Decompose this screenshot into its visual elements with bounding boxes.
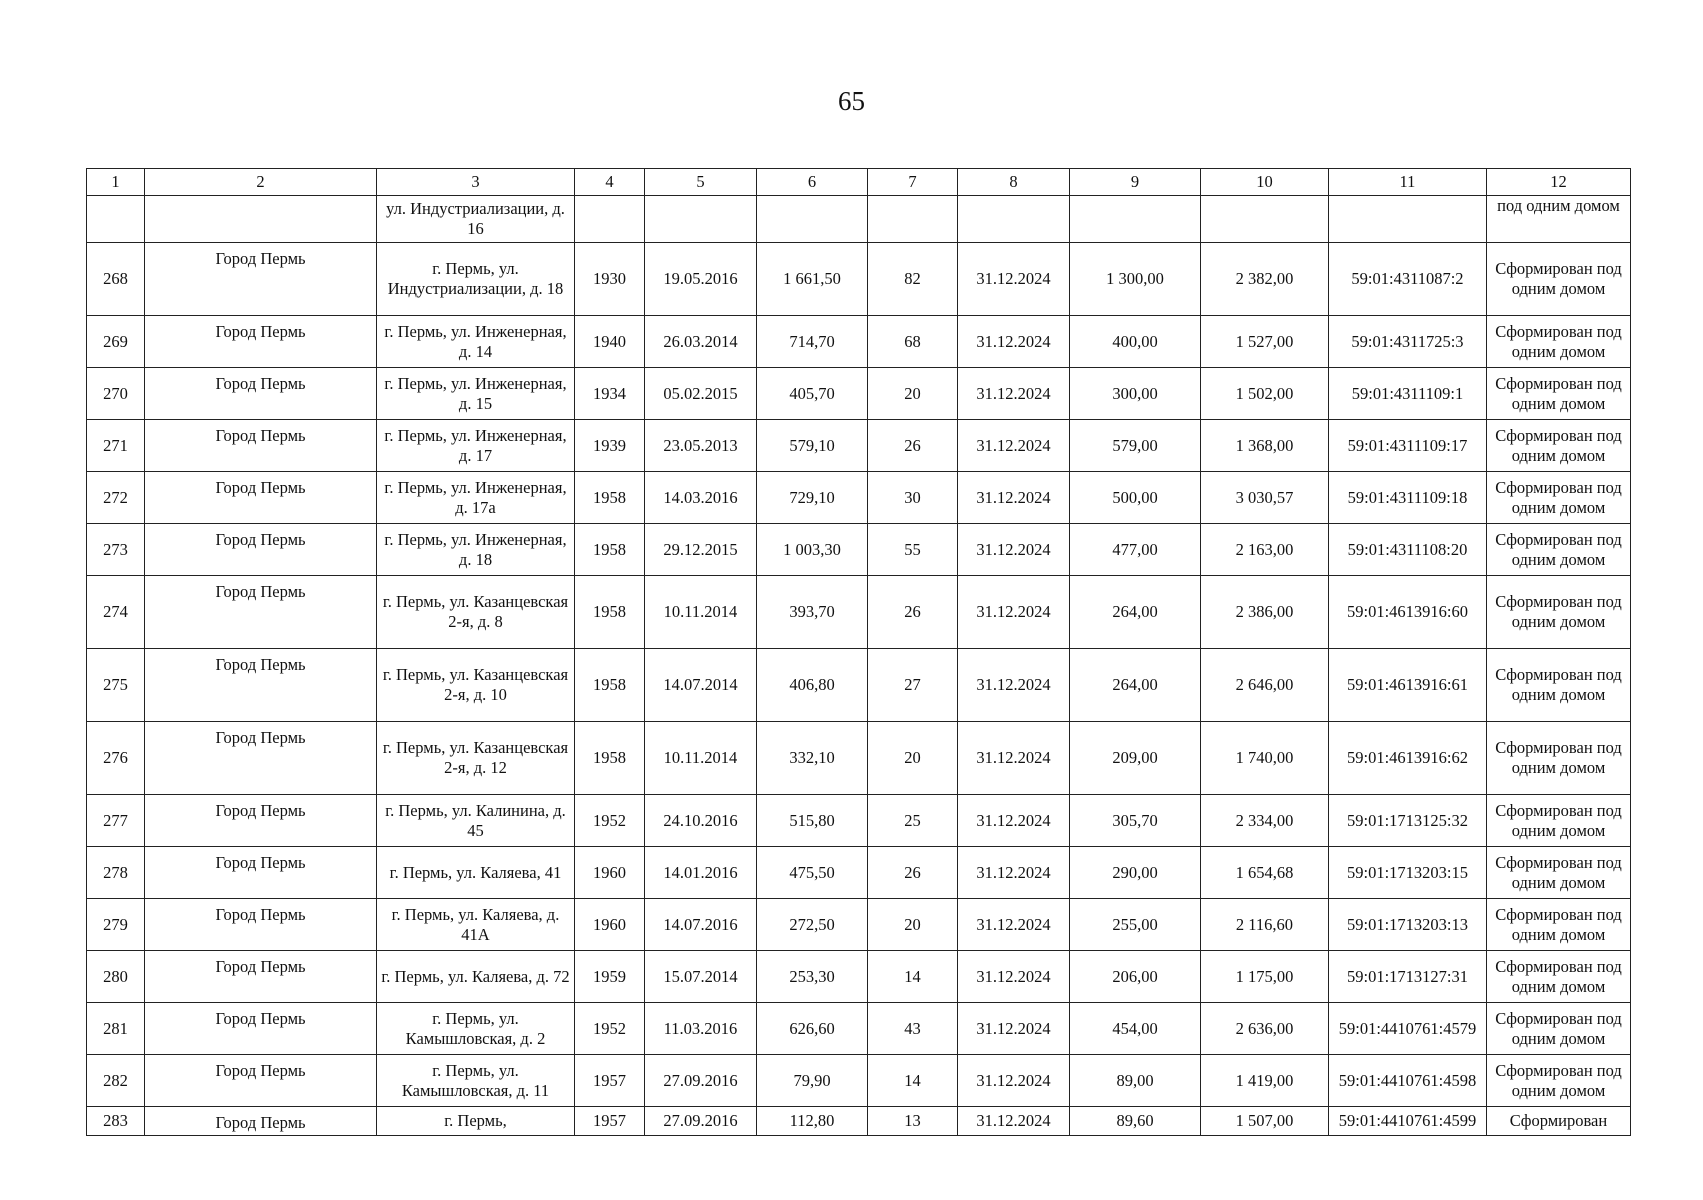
residents-cell: 68 (868, 316, 958, 368)
cadastral-number-cell: 59:01:4410761:4598 (1329, 1055, 1487, 1107)
plot-total-cell: 3 030,57 (1201, 472, 1329, 524)
cadastral-number-cell: 59:01:4311725:3 (1329, 316, 1487, 368)
row-number-cell: 283 (87, 1107, 145, 1136)
municipality-cell: Город Пермь (145, 1055, 377, 1107)
row-number-cell: 272 (87, 472, 145, 524)
table-row (87, 316, 1631, 368)
plot-area-cell: 300,00 (1070, 368, 1201, 420)
status-cell: Сформирован под одним домом (1487, 576, 1631, 649)
deadline-cell: 31.12.2024 (958, 951, 1070, 1003)
plot-total-cell: 2 334,00 (1201, 795, 1329, 847)
plot-area-cell: 305,70 (1070, 795, 1201, 847)
empty-cell (1070, 196, 1201, 243)
status-cell: Сформирован под одним домом (1487, 472, 1631, 524)
year-cell: 1939 (575, 420, 645, 472)
area-cell: 112,80 (757, 1107, 868, 1136)
municipality-cell: Город Пермь (145, 1107, 377, 1136)
municipality-cell: Город Пермь (145, 795, 377, 847)
table-row (87, 1107, 1631, 1136)
residents-cell: 55 (868, 524, 958, 576)
date-cell: 05.02.2015 (645, 368, 757, 420)
status-cell: Сформирован под одним домом (1487, 649, 1631, 722)
table-row (87, 951, 1631, 1003)
cadastral-number-cell: 59:01:4311108:20 (1329, 524, 1487, 576)
row-number-cell: 274 (87, 576, 145, 649)
status-cell: Сформирован под одним домом (1487, 524, 1631, 576)
status-cell: Сформирован под одним домом (1487, 368, 1631, 420)
empty-cell (1201, 196, 1329, 243)
cadastral-number-cell: 59:01:4613916:61 (1329, 649, 1487, 722)
address-cell: г. Пермь, ул. Калинина, д. 45 (377, 795, 575, 847)
cadastral-number-cell: 59:01:4613916:60 (1329, 576, 1487, 649)
plot-total-cell: 2 116,60 (1201, 899, 1329, 951)
column-number-row (87, 169, 1631, 196)
plot-total-cell: 2 163,00 (1201, 524, 1329, 576)
plot-total-cell: 1 175,00 (1201, 951, 1329, 1003)
cadastral-number-cell: 59:01:4311087:2 (1329, 243, 1487, 316)
plot-area-cell: 500,00 (1070, 472, 1201, 524)
plot-total-cell: 1 419,00 (1201, 1055, 1329, 1107)
column-number: 5 (645, 169, 757, 196)
status-cell: Сформирован под одним домом (1487, 1003, 1631, 1055)
plot-total-cell: 1 502,00 (1201, 368, 1329, 420)
area-cell: 1 661,50 (757, 243, 868, 316)
row-number-cell: 270 (87, 368, 145, 420)
table-row (87, 847, 1631, 899)
table-row (87, 243, 1631, 316)
deadline-cell: 31.12.2024 (958, 795, 1070, 847)
table-row (87, 1055, 1631, 1107)
column-number: 2 (145, 169, 377, 196)
row-number-cell: 278 (87, 847, 145, 899)
municipality-cell: Город Пермь (145, 576, 377, 649)
row-number-cell: 277 (87, 795, 145, 847)
row-number-cell: 268 (87, 243, 145, 316)
cadastral-number-cell: 59:01:4311109:18 (1329, 472, 1487, 524)
date-cell: 24.10.2016 (645, 795, 757, 847)
municipality-cell: Город Пермь (145, 951, 377, 1003)
column-number: 7 (868, 169, 958, 196)
status-cell: Сформирован под одним домом (1487, 951, 1631, 1003)
deadline-cell: 31.12.2024 (958, 1107, 1070, 1136)
area-cell: 515,80 (757, 795, 868, 847)
continued-row (87, 196, 1631, 243)
deadline-cell: 31.12.2024 (958, 649, 1070, 722)
municipality-cell: Город Пермь (145, 472, 377, 524)
residents-cell: 14 (868, 1055, 958, 1107)
row-number-cell: 271 (87, 420, 145, 472)
address-cell: г. Пермь, ул. Инженерная, д. 17 (377, 420, 575, 472)
area-cell: 475,50 (757, 847, 868, 899)
area-cell: 729,10 (757, 472, 868, 524)
deadline-cell: 31.12.2024 (958, 243, 1070, 316)
deadline-cell: 31.12.2024 (958, 1003, 1070, 1055)
row-number-cell: 280 (87, 951, 145, 1003)
row-number-cell: 269 (87, 316, 145, 368)
year-cell: 1957 (575, 1055, 645, 1107)
year-cell: 1958 (575, 649, 645, 722)
table-row (87, 722, 1631, 795)
row-number-cell: 282 (87, 1055, 145, 1107)
cadastral-number-cell: 59:01:4410761:4579 (1329, 1003, 1487, 1055)
status-cell: Сформирован под одним домом (1487, 722, 1631, 795)
date-cell: 10.11.2014 (645, 722, 757, 795)
residents-cell: 27 (868, 649, 958, 722)
page-number: 65 (838, 86, 865, 116)
address-cell: г. Пермь, ул. Казанцевская 2-я, д. 10 (377, 649, 575, 722)
date-cell: 19.05.2016 (645, 243, 757, 316)
cadastral-number-cell: 59:01:4311109:1 (1329, 368, 1487, 420)
cadastral-number-cell: 59:01:4311109:17 (1329, 420, 1487, 472)
address-cell: г. Пермь, ул. Казанцевская 2-я, д. 12 (377, 722, 575, 795)
municipality-cell: Город Пермь (145, 420, 377, 472)
table-row (87, 1003, 1631, 1055)
address-cell: г. Пермь, ул. Казанцевская 2-я, д. 8 (377, 576, 575, 649)
empty-cell (87, 196, 145, 243)
cadastral-number-cell: 59:01:4410761:4599 (1329, 1107, 1487, 1136)
deadline-cell: 31.12.2024 (958, 847, 1070, 899)
status-cell: Сформирован под одним домом (1487, 243, 1631, 316)
year-cell: 1957 (575, 1107, 645, 1136)
deadline-cell: 31.12.2024 (958, 316, 1070, 368)
cadastral-number-cell: 59:01:1713127:31 (1329, 951, 1487, 1003)
area-cell: 79,90 (757, 1055, 868, 1107)
plot-total-cell: 2 386,00 (1201, 576, 1329, 649)
address-cell: г. Пермь, ул. Каляева, д. 41А (377, 899, 575, 951)
plot-area-cell: 400,00 (1070, 316, 1201, 368)
residents-cell: 20 (868, 722, 958, 795)
empty-cell (645, 196, 757, 243)
municipality-cell: Город Пермь (145, 1003, 377, 1055)
residents-cell: 13 (868, 1107, 958, 1136)
area-cell: 579,10 (757, 420, 868, 472)
column-number: 8 (958, 169, 1070, 196)
year-cell: 1958 (575, 576, 645, 649)
area-cell: 714,70 (757, 316, 868, 368)
table-row (87, 472, 1631, 524)
empty-cell (868, 196, 958, 243)
plot-total-cell: 1 740,00 (1201, 722, 1329, 795)
address-cell: г. Пермь, ул. Камышловская, д. 11 (377, 1055, 575, 1107)
residents-cell: 26 (868, 420, 958, 472)
residents-cell: 14 (868, 951, 958, 1003)
municipality-cell: Город Пермь (145, 899, 377, 951)
empty-cell (575, 196, 645, 243)
column-number: 10 (1201, 169, 1329, 196)
row-number-cell: 276 (87, 722, 145, 795)
municipality-cell: Город Пермь (145, 316, 377, 368)
address-cell: г. Пермь, ул. Каляева, 41 (377, 847, 575, 899)
residents-cell: 20 (868, 368, 958, 420)
address-cell: г. Пермь, ул. Инженерная, д. 18 (377, 524, 575, 576)
plot-area-cell: 477,00 (1070, 524, 1201, 576)
date-cell: 10.11.2014 (645, 576, 757, 649)
date-cell: 14.01.2016 (645, 847, 757, 899)
area-cell: 405,70 (757, 368, 868, 420)
status-cell: Сформирован под одним домом (1487, 420, 1631, 472)
deadline-cell: 31.12.2024 (958, 1055, 1070, 1107)
date-cell: 15.07.2014 (645, 951, 757, 1003)
area-cell: 406,80 (757, 649, 868, 722)
area-cell: 626,60 (757, 1003, 868, 1055)
empty-cell (145, 196, 377, 243)
plot-area-cell: 255,00 (1070, 899, 1201, 951)
address-cell: г. Пермь, ул. Инженерная, д. 15 (377, 368, 575, 420)
date-cell: 23.05.2013 (645, 420, 757, 472)
empty-cell (1329, 196, 1487, 243)
empty-cell (958, 196, 1070, 243)
address-cell: г. Пермь, ул. Индустриализации, д. 18 (377, 243, 575, 316)
plot-total-cell: 1 507,00 (1201, 1107, 1329, 1136)
year-cell: 1958 (575, 472, 645, 524)
area-cell: 272,50 (757, 899, 868, 951)
table-row (87, 420, 1631, 472)
address-cell: ул. Индустриализации, д. 16 (377, 196, 575, 243)
plot-area-cell: 206,00 (1070, 951, 1201, 1003)
status-cell: Сформирован под одним домом (1487, 316, 1631, 368)
deadline-cell: 31.12.2024 (958, 420, 1070, 472)
column-number: 4 (575, 169, 645, 196)
year-cell: 1958 (575, 524, 645, 576)
municipality-cell: Город Пермь (145, 368, 377, 420)
date-cell: 14.07.2014 (645, 649, 757, 722)
date-cell: 14.03.2016 (645, 472, 757, 524)
residents-cell: 25 (868, 795, 958, 847)
municipality-cell: Город Пермь (145, 243, 377, 316)
cadastral-number-cell: 59:01:1713203:15 (1329, 847, 1487, 899)
row-number-cell: 279 (87, 899, 145, 951)
municipality-cell: Город Пермь (145, 524, 377, 576)
deadline-cell: 31.12.2024 (958, 576, 1070, 649)
column-number: 6 (757, 169, 868, 196)
deadline-cell: 31.12.2024 (958, 472, 1070, 524)
plot-total-cell: 2 646,00 (1201, 649, 1329, 722)
plot-total-cell: 1 368,00 (1201, 420, 1329, 472)
table-row (87, 649, 1631, 722)
table-row (87, 899, 1631, 951)
plot-area-cell: 454,00 (1070, 1003, 1201, 1055)
date-cell: 26.03.2014 (645, 316, 757, 368)
cadastral-number-cell: 59:01:1713125:32 (1329, 795, 1487, 847)
area-cell: 1 003,30 (757, 524, 868, 576)
municipality-cell: Город Пермь (145, 722, 377, 795)
deadline-cell: 31.12.2024 (958, 899, 1070, 951)
date-cell: 14.07.2016 (645, 899, 757, 951)
date-cell: 27.09.2016 (645, 1107, 757, 1136)
column-number: 12 (1487, 169, 1631, 196)
column-number: 1 (87, 169, 145, 196)
plot-area-cell: 264,00 (1070, 576, 1201, 649)
plot-area-cell: 264,00 (1070, 649, 1201, 722)
status-cell: Сформирован под одним домом (1487, 1055, 1631, 1107)
status-cell: Сформирован (1487, 1107, 1631, 1136)
year-cell: 1940 (575, 316, 645, 368)
status-cell: Сформирован под одним домом (1487, 847, 1631, 899)
row-number-cell: 281 (87, 1003, 145, 1055)
deadline-cell: 31.12.2024 (958, 524, 1070, 576)
column-number: 9 (1070, 169, 1201, 196)
address-cell: г. Пермь, ул. Камышловская, д. 2 (377, 1003, 575, 1055)
municipality-cell: Город Пермь (145, 847, 377, 899)
plot-total-cell: 2 382,00 (1201, 243, 1329, 316)
year-cell: 1960 (575, 847, 645, 899)
table-row (87, 368, 1631, 420)
area-cell: 332,10 (757, 722, 868, 795)
residents-cell: 30 (868, 472, 958, 524)
year-cell: 1959 (575, 951, 645, 1003)
year-cell: 1952 (575, 1003, 645, 1055)
column-number: 11 (1329, 169, 1487, 196)
status-cell: Сформирован под одним домом (1487, 795, 1631, 847)
plot-area-cell: 89,00 (1070, 1055, 1201, 1107)
deadline-cell: 31.12.2024 (958, 368, 1070, 420)
year-cell: 1960 (575, 899, 645, 951)
date-cell: 27.09.2016 (645, 1055, 757, 1107)
address-cell: г. Пермь, ул. Инженерная, д. 17а (377, 472, 575, 524)
year-cell: 1958 (575, 722, 645, 795)
residents-cell: 26 (868, 847, 958, 899)
plot-area-cell: 1 300,00 (1070, 243, 1201, 316)
residents-cell: 20 (868, 899, 958, 951)
date-cell: 29.12.2015 (645, 524, 757, 576)
address-cell: г. Пермь, ул. Каляева, д. 72 (377, 951, 575, 1003)
table-row (87, 524, 1631, 576)
deadline-cell: 31.12.2024 (958, 722, 1070, 795)
housing-registry-table (86, 168, 1631, 1136)
row-number-cell: 273 (87, 524, 145, 576)
area-cell: 253,30 (757, 951, 868, 1003)
plot-total-cell: 2 636,00 (1201, 1003, 1329, 1055)
row-number-cell: 275 (87, 649, 145, 722)
residents-cell: 43 (868, 1003, 958, 1055)
address-cell: г. Пермь, (377, 1107, 575, 1136)
area-cell: 393,70 (757, 576, 868, 649)
cadastral-number-cell: 59:01:4613916:62 (1329, 722, 1487, 795)
column-number: 3 (377, 169, 575, 196)
year-cell: 1952 (575, 795, 645, 847)
municipality-cell: Город Пермь (145, 649, 377, 722)
date-cell: 11.03.2016 (645, 1003, 757, 1055)
residents-cell: 82 (868, 243, 958, 316)
empty-cell (757, 196, 868, 243)
plot-area-cell: 290,00 (1070, 847, 1201, 899)
table-row (87, 576, 1631, 649)
plot-area-cell: 89,60 (1070, 1107, 1201, 1136)
table-row (87, 795, 1631, 847)
address-cell: г. Пермь, ул. Инженерная, д. 14 (377, 316, 575, 368)
residents-cell: 26 (868, 576, 958, 649)
plot-total-cell: 1 654,68 (1201, 847, 1329, 899)
status-cell: под одним домом (1487, 196, 1631, 243)
cadastral-number-cell: 59:01:1713203:13 (1329, 899, 1487, 951)
status-cell: Сформирован под одним домом (1487, 899, 1631, 951)
year-cell: 1930 (575, 243, 645, 316)
plot-area-cell: 209,00 (1070, 722, 1201, 795)
plot-area-cell: 579,00 (1070, 420, 1201, 472)
year-cell: 1934 (575, 368, 645, 420)
plot-total-cell: 1 527,00 (1201, 316, 1329, 368)
